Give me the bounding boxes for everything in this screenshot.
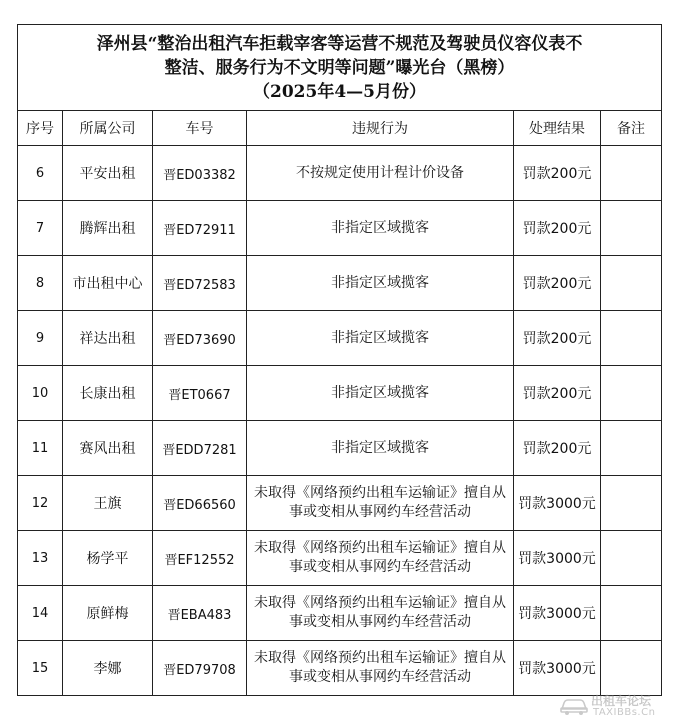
table-row [18,531,662,586]
car-icon [559,694,589,716]
table-row [18,256,662,311]
cell-seq: 8 [18,256,63,311]
table-row [18,311,662,366]
cell-seq: 7 [18,201,63,256]
table-row [18,586,662,641]
header-violation: 违规行为 [247,111,514,146]
cell-company: 祥达出租 [63,311,153,366]
cell-violation: 非指定区域揽客 [247,256,514,311]
cell-violation: 非指定区域揽客 [247,421,514,476]
cell-remark [601,531,662,586]
watermark-title: 出租车论坛 [591,694,652,708]
cell-violation: 未取得《网络预约出租车运输证》擅自从事或变相从事网约车经营活动 [247,641,514,696]
cell-plate: 晋EF12552 [153,531,247,586]
cell-violation: 非指定区域揽客 [247,366,514,421]
cell-remark [601,146,662,201]
cell-remark [601,311,662,366]
header-company: 所属公司 [63,111,153,146]
cell-violation: 非指定区域揽客 [247,311,514,366]
cell-plate: 晋ED72583 [153,256,247,311]
cell-remark [601,256,662,311]
cell-remark [601,586,662,641]
cell-company: 赛风出租 [63,421,153,476]
cell-violation: 未取得《网络预约出租车运输证》擅自从事或变相从事网约车经营活动 [247,531,514,586]
title-line-3: （2025年4—5月份） [253,81,426,102]
header-result: 处理结果 [514,111,601,146]
table-title [18,25,662,111]
cell-result: 罚款200元 [514,256,601,311]
cell-seq: 13 [18,531,63,586]
cell-result: 罚款200元 [514,201,601,256]
cell-remark [601,201,662,256]
cell-company: 王旗 [63,476,153,531]
table-row [18,146,662,201]
table-row [18,366,662,421]
cell-company: 李娜 [63,641,153,696]
cell-plate: 晋ET0667 [153,366,247,421]
header-plate: 车号 [153,111,247,146]
cell-result: 罚款3000元 [514,476,601,531]
cell-company: 腾辉出租 [63,201,153,256]
table-row [18,476,662,531]
cell-violation: 不按规定使用计程计价设备 [247,146,514,201]
cell-company: 原鲜梅 [63,586,153,641]
title-line-1: 泽州县“整治出租汽车拒载宰客等运营不规范及驾驶员仪容仪表不 [96,33,583,54]
cell-plate: 晋EBA483 [153,586,247,641]
cell-plate: 晋EDD7281 [153,421,247,476]
cell-remark [601,421,662,476]
cell-seq: 14 [18,586,63,641]
cell-seq: 15 [18,641,63,696]
cell-plate: 晋ED72911 [153,201,247,256]
blacklist-table [17,24,662,696]
cell-seq: 12 [18,476,63,531]
forum-watermark [559,692,673,720]
cell-violation: 非指定区域揽客 [247,201,514,256]
cell-result: 罚款3000元 [514,641,601,696]
cell-company: 杨学平 [63,531,153,586]
cell-plate: 晋ED03382 [153,146,247,201]
cell-company: 平安出租 [63,146,153,201]
cell-result: 罚款200元 [514,146,601,201]
cell-remark [601,476,662,531]
header-seq: 序号 [18,111,63,146]
header-remark: 备注 [601,111,662,146]
header-row [18,111,662,146]
cell-violation: 未取得《网络预约出租车运输证》擅自从事或变相从事网约车经营活动 [247,586,514,641]
title-line-2: 整洁、服务行为不文明等问题”曝光台（黑榜） [164,57,515,78]
table-row [18,421,662,476]
cell-seq: 11 [18,421,63,476]
cell-result: 罚款3000元 [514,586,601,641]
cell-seq: 6 [18,146,63,201]
cell-remark [601,641,662,696]
cell-violation: 未取得《网络预约出租车运输证》擅自从事或变相从事网约车经营活动 [247,476,514,531]
table-body [18,146,662,696]
cell-seq: 9 [18,311,63,366]
cell-result: 罚款3000元 [514,531,601,586]
cell-seq: 10 [18,366,63,421]
cell-plate: 晋ED79708 [153,641,247,696]
cell-company: 长康出租 [63,366,153,421]
table-row [18,641,662,696]
cell-remark [601,366,662,421]
watermark-sub: TAXIBBs.Cn [593,707,656,718]
cell-result: 罚款200元 [514,311,601,366]
cell-plate: 晋ED73690 [153,311,247,366]
table-row [18,201,662,256]
cell-plate: 晋ED66560 [153,476,247,531]
cell-company: 市出租中心 [63,256,153,311]
cell-result: 罚款200元 [514,366,601,421]
cell-result: 罚款200元 [514,421,601,476]
